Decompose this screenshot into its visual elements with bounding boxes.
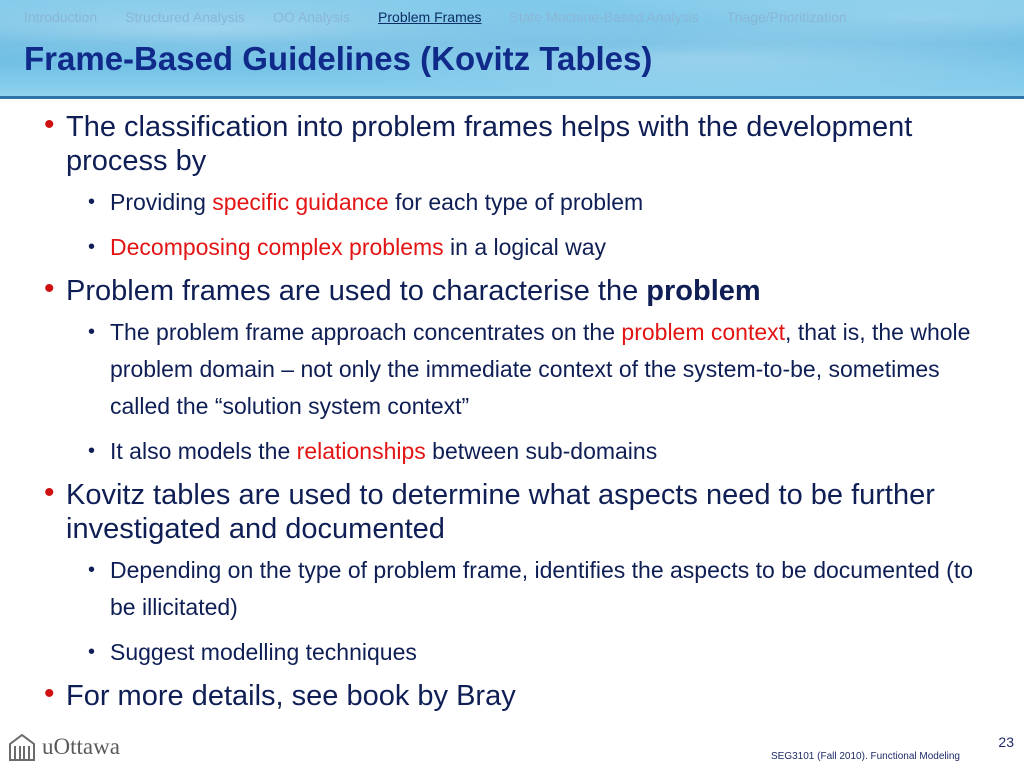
bullet-1-text: The classification into problem frames helps with the development process by: [66, 111, 913, 177]
bullet-1-sub-1-text-a: Providing: [110, 189, 213, 215]
bullet-4-text: For more details, see book by Bray: [66, 680, 516, 712]
bullet-2-sub-1-highlight: problem context: [621, 319, 786, 345]
bullet-2-sub-2-text-c: between sub-domains: [425, 438, 658, 464]
bullet-1-sub-1: [88, 184, 994, 221]
sub-bullet-dot-icon: •: [88, 191, 96, 213]
bullet-1-sub-1-text-c: for each type of problem: [388, 189, 644, 215]
bullet-3: [44, 478, 994, 546]
bullet-2-sub-2: [88, 433, 994, 470]
bullet-4: [44, 679, 994, 713]
bullet-dot-icon: •: [44, 108, 55, 141]
sub-bullet-dot-icon: •: [88, 321, 96, 343]
sub-bullet-dot-icon: •: [88, 559, 96, 581]
bullet-3-sub-2-text: Suggest modelling techniques: [110, 639, 417, 665]
sub-bullet-dot-icon: •: [88, 236, 96, 258]
bullet-3-sub-1: [88, 552, 994, 626]
bullet-2-sub-1-text-c: , that is, the whole problem domain – not only the immediate context of the system-to-be, sometimes called the “solution system context”: [110, 319, 971, 419]
bullet-3-text: Kovitz tables are used to determine what aspects need to be further investigated and documented: [66, 479, 935, 545]
bullet-dot-icon: •: [44, 272, 55, 305]
bullet-2-sub-2-text-a: It also models the: [110, 438, 297, 464]
nav-item-state-machine-analysis[interactable]: State Machine-Based Analysis: [509, 9, 699, 25]
slide-title: Frame-Based Guidelines (Kovitz Tables): [24, 40, 653, 77]
bullet-2-sub-1-text-a: The problem frame approach concentrates on the: [110, 319, 622, 345]
nav-item-problem-frames[interactable]: Problem Frames: [378, 9, 482, 25]
bullet-3-sub-1-text: Depending on the type of problem frame, identifies the aspects to be documented (to be illicitated): [110, 557, 974, 620]
page-number: 23: [998, 734, 1014, 750]
bullet-2-bold: problem: [646, 275, 761, 307]
nav-item-triage-prioritization[interactable]: Triage/Prioritization: [726, 9, 847, 25]
bullet-dot-icon: •: [44, 677, 55, 710]
bullet-2-sub-1: [88, 314, 994, 425]
bullet-1-sub-2-text-b: in a logical way: [443, 234, 607, 260]
bullet-1: [44, 110, 994, 178]
bullet-2: [44, 274, 994, 308]
bullet-2-text-a: Problem frames are used to characterise the: [66, 275, 647, 307]
nav-item-introduction[interactable]: Introduction: [24, 9, 98, 25]
logo-text: uOttawa: [42, 734, 120, 759]
bullet-dot-icon: •: [44, 476, 55, 509]
nav-item-oo-analysis[interactable]: OO Analysis: [273, 9, 351, 25]
section-nav: [24, 6, 1000, 28]
bullet-1-sub-2: [88, 229, 994, 266]
slide-header: [0, 0, 1024, 99]
nav-item-structured-analysis[interactable]: Structured Analysis: [125, 9, 246, 25]
uottawa-logo: [8, 732, 120, 762]
bullet-2-sub-2-highlight: relationships: [296, 438, 426, 464]
bullet-1-sub-1-highlight: specific guidance: [212, 189, 389, 215]
uottawa-building-icon: [8, 732, 36, 762]
bullet-1-sub-2-highlight: Decomposing complex problems: [110, 234, 444, 260]
slide-body: [44, 108, 994, 719]
sub-bullet-dot-icon: •: [88, 440, 96, 462]
bullet-3-sub-2: [88, 634, 994, 671]
sub-bullet-dot-icon: •: [88, 641, 96, 663]
footer-course-text: SEG3101 (Fall 2010). Functional Modeling: [771, 751, 960, 762]
